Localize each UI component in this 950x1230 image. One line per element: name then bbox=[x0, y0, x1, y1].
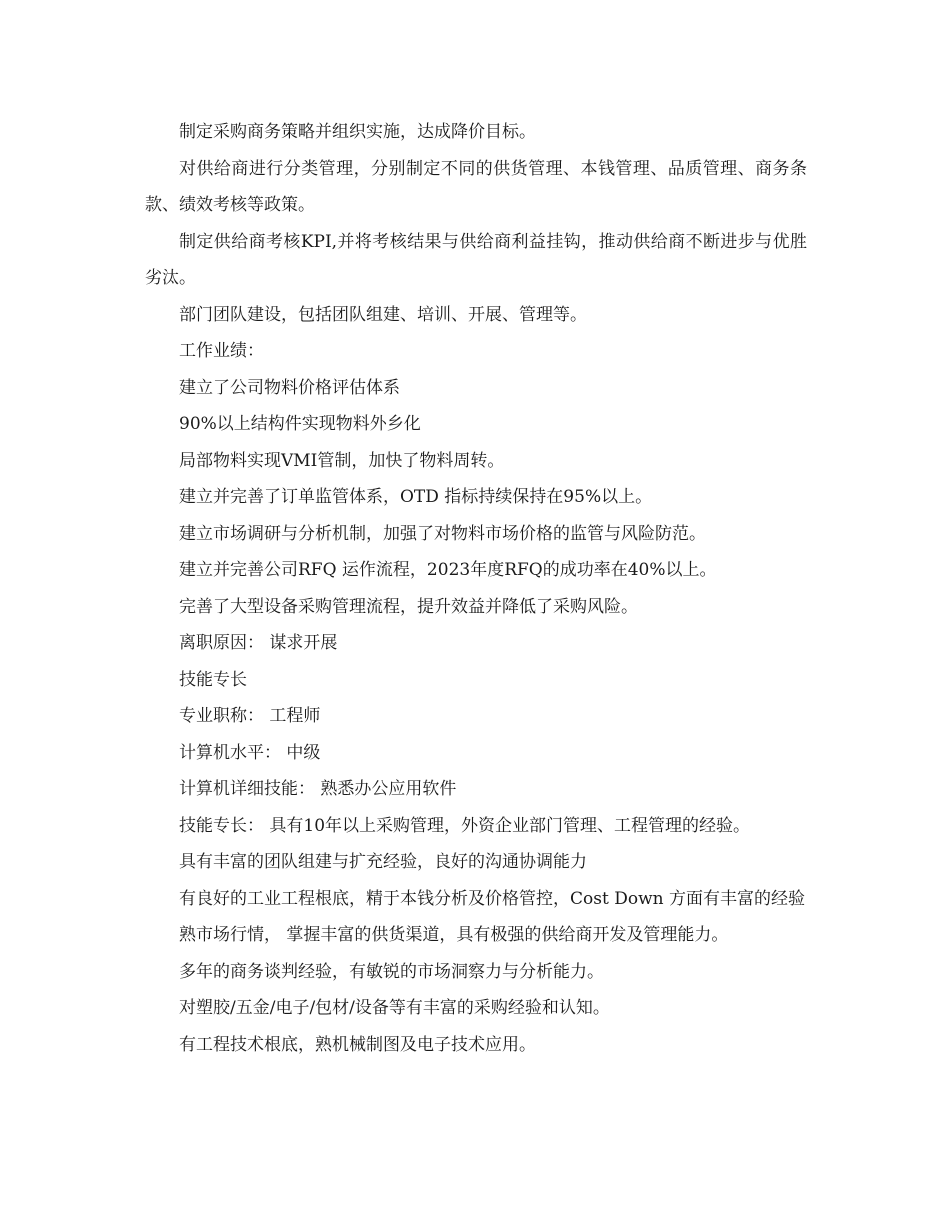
section-heading-skills: 技能专长 bbox=[179, 669, 247, 690]
computer-skills: 计算机详细技能： 熟悉办公应用软件 bbox=[179, 779, 457, 799]
leaving-reason: 离职原因： 谋求开展 bbox=[179, 633, 338, 653]
skill-item: 对塑胶/五金/电子/包材/设备等有丰富的采购经验和认知。 bbox=[179, 998, 610, 1018]
paragraph-purchasing-strategy: 制定采购商务策略并组织实施，达成降价目标。 bbox=[179, 122, 536, 142]
achievement-item: 建立并完善公司RFQ 运作流程，2023年度RFQ的成功率在40%以上。 bbox=[179, 560, 717, 580]
skill-item: 具有丰富的团队组建与扩充经验，良好的沟通协调能力 bbox=[179, 852, 587, 872]
achievement-item: 局部物料实现VMI管制，加快了物料周转。 bbox=[179, 450, 505, 471]
professional-title: 专业职称： 工程师 bbox=[179, 706, 321, 726]
achievement-item: 90%以上结构件实现物料外乡化 bbox=[179, 414, 421, 434]
skill-item: 熟市场行情， 掌握丰富的供货渠道，具有极强的供给商开发及管理能力。 bbox=[179, 925, 729, 945]
skill-item: 技能专长： 具有10年以上采购管理，外资企业部门管理、工程管理的经验。 bbox=[179, 815, 751, 836]
section-heading-achievements: 工作业绩： bbox=[179, 341, 264, 361]
skill-item: 有工程技术根底，熟机械制图及电子技术应用。 bbox=[179, 1034, 536, 1055]
skill-item: 多年的商务谈判经验，有敏锐的市场洞察力与分析能力。 bbox=[179, 961, 604, 982]
document-body bbox=[145, 114, 807, 1063]
paragraph-supplier-kpi: 制定供给商考核KPI,并将考核结果与供给商利益挂钩，推动供给商不断进步与优胜劣汰。 bbox=[145, 231, 807, 288]
achievement-item: 建立并完善了订单监管体系，OTD 指标持续保持在95%以上。 bbox=[179, 487, 653, 507]
paragraph-team-building: 部门团队建设，包括团队组建、培训、开展、管理等。 bbox=[179, 304, 587, 325]
computer-level: 计算机水平： 中级 bbox=[179, 742, 321, 763]
achievement-item: 建立市场调研与分析机制，加强了对物料市场价格的监管与风险防范。 bbox=[179, 523, 706, 544]
achievement-item: 建立了公司物料价格评估体系 bbox=[179, 377, 400, 398]
achievement-item: 完善了大型设备采购管理流程，提升效益并降低了采购风险。 bbox=[179, 596, 638, 617]
skill-item: 有良好的工业工程根底，精于本钱分析及价格管控，Cost Down 方面有丰富的经验 bbox=[179, 888, 805, 909]
paragraph-supplier-classification: 对供给商进行分类管理，分别制定不同的供货管理、本钱管理、品质管理、商务条款、绩效考核等政策。 bbox=[145, 158, 807, 215]
